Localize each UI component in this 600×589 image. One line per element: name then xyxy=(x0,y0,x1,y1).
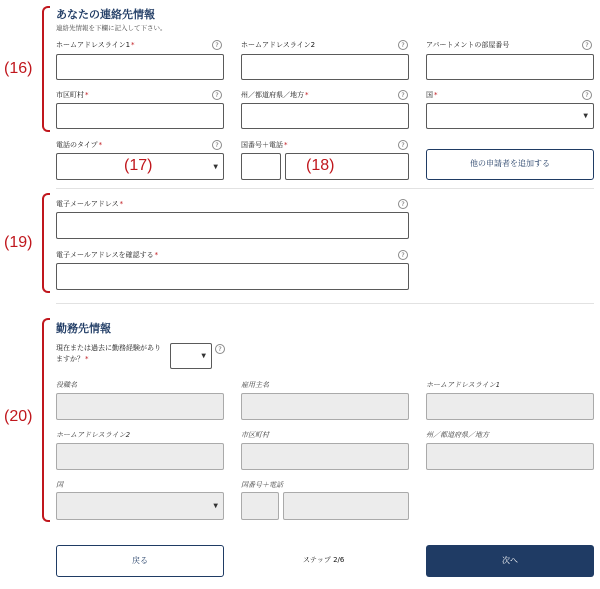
section-divider xyxy=(56,303,594,304)
country-select[interactable] xyxy=(426,103,594,129)
employer-address2-label: ホームアドレスライン2 xyxy=(56,431,131,439)
step-indicator: ステップ 2/6 xyxy=(303,556,345,564)
employer-phone-input xyxy=(283,492,409,520)
annotation-bracket-20 xyxy=(42,318,50,522)
employer-address2-input xyxy=(56,443,224,470)
employer-address1-label: ホームアドレスライン1 xyxy=(426,381,501,389)
apartment-label: アパートメントの部屋番号 xyxy=(426,41,510,49)
employment-select[interactable] xyxy=(170,343,212,369)
help-icon[interactable]: ? xyxy=(212,140,222,150)
help-icon[interactable]: ? xyxy=(398,140,408,150)
annotation-bracket-19 xyxy=(42,193,50,293)
city-label: 市区町村* xyxy=(56,91,89,99)
back-button[interactable]: 戻る xyxy=(56,545,224,577)
phone-label: 国番号＋電話* xyxy=(241,141,288,149)
home-address2-input[interactable] xyxy=(241,54,409,80)
help-icon[interactable]: ? xyxy=(212,90,222,100)
city-input[interactable] xyxy=(56,103,224,129)
next-button[interactable]: 次へ xyxy=(426,545,594,577)
email-confirm-label: 電子メールアドレスを確認する* xyxy=(56,251,159,259)
home-address1-input[interactable] xyxy=(56,54,224,80)
employer-label: 雇用主名 xyxy=(241,381,269,389)
contact-section-subtitle: 連絡先情報を下欄に記入して下さい。 xyxy=(56,24,167,32)
employer-country-label: 国 xyxy=(56,481,63,489)
email-input[interactable] xyxy=(56,212,409,239)
employer-country-code-input xyxy=(241,492,279,520)
annotation-18: (18) xyxy=(306,157,335,174)
help-icon[interactable]: ? xyxy=(398,250,408,260)
email-confirm-input[interactable] xyxy=(56,263,409,290)
job-title-input xyxy=(56,393,224,420)
help-icon[interactable]: ? xyxy=(582,90,592,100)
employer-country-select xyxy=(56,492,224,520)
annotation-17: (17) xyxy=(124,157,153,174)
employer-state-input xyxy=(426,443,594,470)
chevron-down-icon: ▼ xyxy=(201,352,206,360)
help-icon[interactable]: ? xyxy=(212,40,222,50)
contact-section-title: あなたの連絡先情報 xyxy=(56,8,155,21)
employer-address1-input xyxy=(426,393,594,420)
country-label: 国* xyxy=(426,91,438,99)
employer-city-label: 市区町村 xyxy=(241,431,269,439)
add-applicant-button[interactable]: 他の申請者を追加する xyxy=(426,149,594,180)
email-label: 電子メールアドレス* xyxy=(56,200,124,208)
state-input[interactable] xyxy=(241,103,409,129)
job-title-label: 役職名 xyxy=(56,381,77,389)
help-icon[interactable]: ? xyxy=(215,344,225,354)
annotation-bracket-16 xyxy=(42,6,50,132)
chevron-down-icon: ▼ xyxy=(213,502,218,510)
employer-state-label: 州／都道府県／地方 xyxy=(426,431,489,439)
employer-city-input xyxy=(241,443,409,470)
phone-number-input[interactable] xyxy=(285,153,409,180)
employer-phone-label: 国番号＋電話 xyxy=(241,481,283,489)
employer-input xyxy=(241,393,409,420)
help-icon[interactable]: ? xyxy=(582,40,592,50)
state-label: 州／都道府県／地方* xyxy=(241,91,309,99)
country-code-input[interactable] xyxy=(241,153,281,180)
annotation-19: (19) xyxy=(4,234,33,251)
annotation-16: (16) xyxy=(4,60,33,77)
annotation-20: (20) xyxy=(4,408,33,425)
help-icon[interactable]: ? xyxy=(398,199,408,209)
help-icon[interactable]: ? xyxy=(398,90,408,100)
section-divider xyxy=(56,188,594,189)
apartment-input[interactable] xyxy=(426,54,594,80)
chevron-down-icon: ▼ xyxy=(213,163,218,170)
help-icon[interactable]: ? xyxy=(398,40,408,50)
home-address2-label: ホームアドレスライン2 xyxy=(241,41,316,49)
employment-section-title: 勤務先情報 xyxy=(56,322,111,335)
chevron-down-icon: ▼ xyxy=(583,112,588,120)
phone-type-label: 電話のタイプ* xyxy=(56,141,103,149)
home-address1-label: ホームアドレスライン1* xyxy=(56,41,135,49)
employment-question-label: 現在または過去に勤務経験がありますか？* xyxy=(56,344,161,363)
